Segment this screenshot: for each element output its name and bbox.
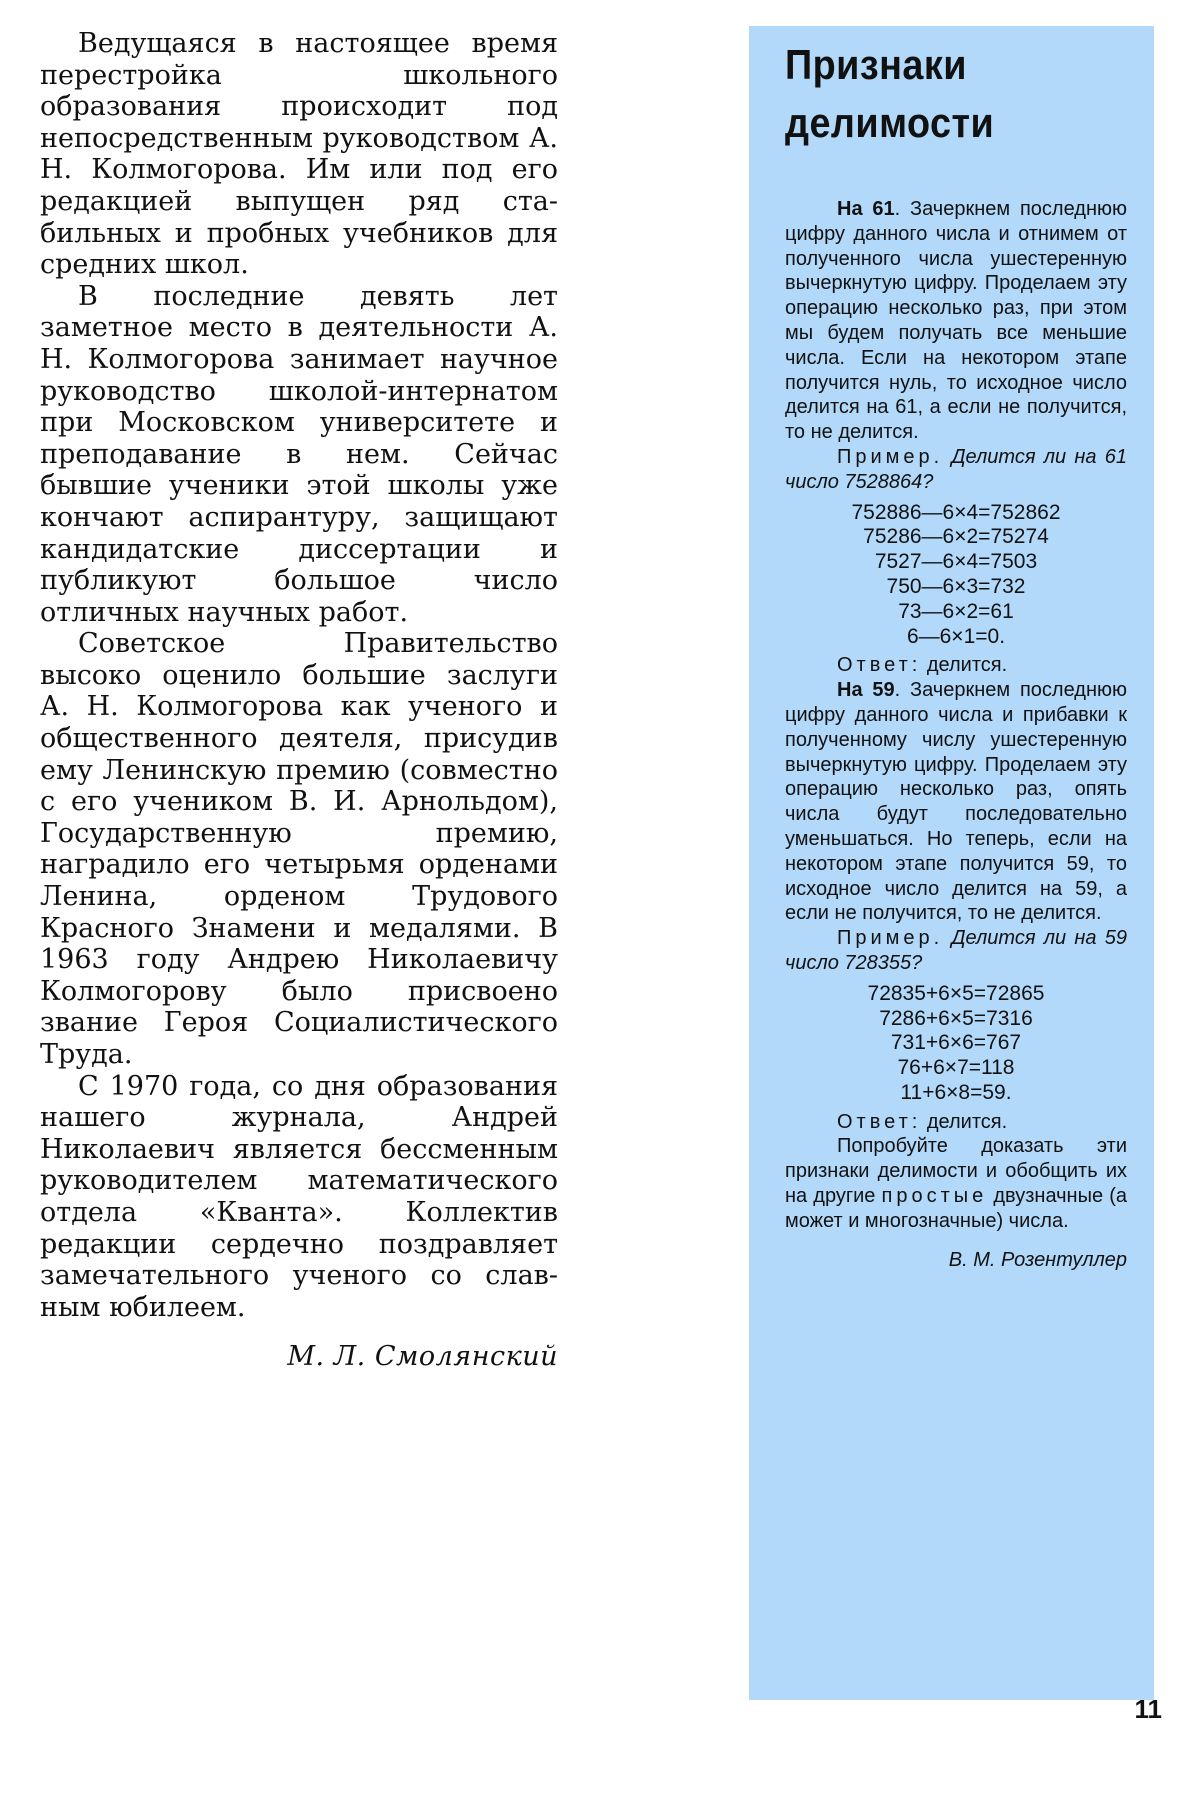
example-59 <box>785 926 1127 976</box>
page-number: 11 <box>1134 1694 1162 1724</box>
sidebar-signature: В. М. Розентуллер <box>948 1248 1127 1271</box>
article-paragraph-2: В последние девять лет заметное место в деятельности А. Н. Колмогорова занимает научное руководство школой-интернатом при Московском университете и преподавание в нем. Сейчас бывшие ученики этой школы уже кончают аспирантуру, защищают кандидатские диссертации и публикуют большое число отличных научных работ. <box>40 280 558 628</box>
computation-61-line: 75286—6×2=75274 <box>863 525 1049 549</box>
answer-61 <box>785 653 1127 678</box>
computation-59 <box>785 982 1127 1106</box>
example-61-question: Делится ли на 61 число 7528864? <box>785 445 1127 493</box>
rule-59-text: . Зачеркнем последнюю цифру данного числа и прибавки к полученному числу ушестеренную вычеркнутую цифру. Проделаем эту операцию несколько раз, опять числа будут последовательно уменьшаться. Но теперь, если на некотором этапе получится 59, то исходное число делится на 59, а если не получится, то не делится. <box>785 679 1127 925</box>
closing-start: Попробуйте доказать эти признаки делимости и обобщить их на другие <box>785 1135 1127 1208</box>
rule-59-label: На 59 <box>837 679 895 702</box>
computation-59-line: 76+6×7=118 <box>897 1056 1015 1080</box>
rule-59 <box>785 678 1127 926</box>
rule-61-text: . Зачеркнем последнюю цифру данного числа и отнимем от полученного числа ушестеренную вычеркнутую цифру. Проделаем эту операцию несколько раз, при этом мы будем получать все меньшие числа. Если на некотором этапе получится нуль, то исходное число делится на 61, а если не получится, то не делится. <box>785 198 1127 444</box>
computation-59-line: 11+6×8=59. <box>900 1080 1012 1104</box>
rule-61-label: На 61 <box>837 198 895 220</box>
article-paragraph-1: Ведущаяся в настоящее время перестройка школьного образования происходит под непосредственным руководством А. Н. Колмогорова. Им или под его редакцией выпущен ряд стабильных и пробных учебников для средних школ. <box>40 28 558 281</box>
rule-61 <box>785 197 1127 445</box>
example-61-label: Пример. <box>837 445 944 468</box>
closing-paragraph <box>785 1134 1127 1233</box>
sidebar-body <box>785 197 1127 1272</box>
computation-61-line: 6—6×1=0. <box>906 624 1006 648</box>
answer-61-text: делится. <box>921 654 1008 677</box>
divisibility-sidebar <box>749 26 1154 1700</box>
computation-61-line: 752886—6×4=752862 <box>851 500 1061 524</box>
closing-end: двузначные (а может и многозначные) числа. <box>785 1185 1127 1232</box>
computation-61-line: 7527—6×4=7503 <box>874 550 1038 574</box>
computation-59-line: 7286+6×5=7316 <box>879 1006 1033 1030</box>
closing-spaced: простые <box>881 1185 988 1208</box>
computation-61-line: 73—6×2=61 <box>898 599 1014 623</box>
answer-59-text: делится. <box>921 1110 1008 1133</box>
computation-61-line: 750—6×3=732 <box>886 574 1026 598</box>
answer-59-label: Ответ: <box>837 1110 922 1133</box>
article-signature: М. Л. Смолянский <box>287 1341 558 1373</box>
article-paragraph-3: Советское Правительство высоко оценило большие заслуги А. Н. Колмогорова как ученого и общественного деятеля, присудив ему Ленинскую премию (совместно с его учеником В. И. Арнольдом), Государственную премию, наградило его четырьмя орденами Ленина, орденом Трудового Красного Знамени и медалями. В 1963 году Андрею Николаевичу Колмогорову было присвоено звание Героя Социалистического Труда. <box>40 628 558 1070</box>
article-column <box>40 28 558 1373</box>
article-paragraph-4: С 1970 года, со дня образования нашего журнала, Андрей Николаевич является бессменным руководителем математического отдела «Кванта». Коллектив редакции сердечно поздравляет замечательного ученого со славным юбилеем. <box>40 1070 558 1323</box>
answer-61-label: Ответ: <box>837 654 922 677</box>
sidebar-title-line-2: делимости <box>785 99 995 146</box>
answer-59 <box>785 1110 1127 1135</box>
computation-61 <box>785 501 1127 650</box>
sidebar-title <box>785 36 994 152</box>
sidebar-title-line-1: Признаки <box>785 41 967 88</box>
example-61 <box>785 445 1127 495</box>
example-59-question: Делится ли на 59 число 728355? <box>785 927 1127 974</box>
computation-59-line: 72835+6×5=72865 <box>867 981 1045 1005</box>
example-59-label: Пример. <box>837 927 944 950</box>
computation-59-line: 731+6×6=767 <box>890 1031 1022 1055</box>
